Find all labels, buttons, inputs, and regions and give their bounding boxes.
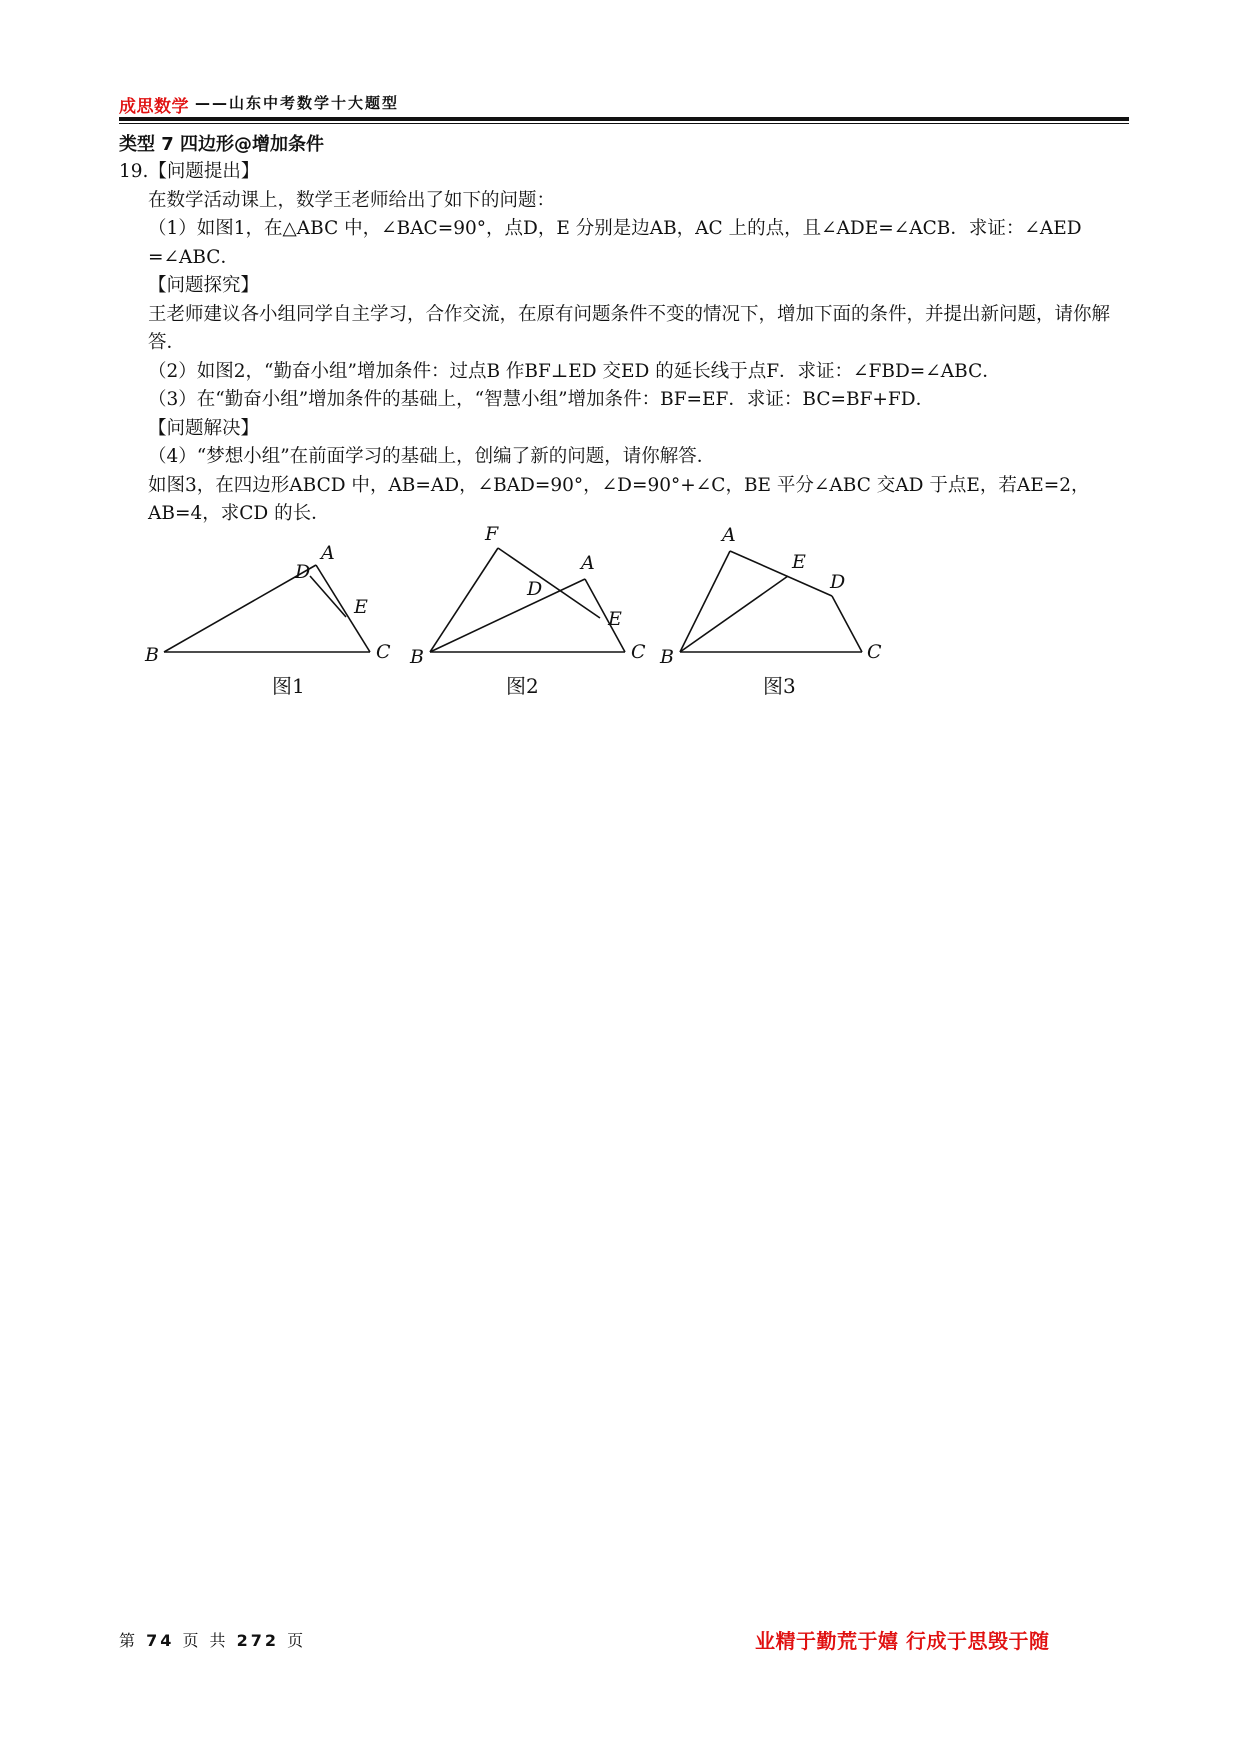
fig3-label-C: C bbox=[867, 641, 882, 663]
page-counter bbox=[119, 1628, 306, 1651]
question-3: （3）在“勤奋小组”增加条件的基础上，“智慧小组”增加条件：BF=EF．求证：BC=BF+FD． bbox=[148, 389, 935, 410]
fig1-label-E: E bbox=[354, 596, 368, 618]
page-total: 272 bbox=[236, 1631, 280, 1650]
fig3-segment-BA bbox=[680, 551, 730, 652]
page-prefix: 第 bbox=[119, 1631, 139, 1650]
page-number: 74 bbox=[146, 1631, 175, 1650]
subheading-explore: 【问题探究】 bbox=[148, 275, 260, 296]
fig1-label-C: C bbox=[376, 641, 391, 663]
fig2-label-C: C bbox=[631, 641, 646, 663]
problem-text bbox=[119, 158, 1129, 529]
fig2-label-E: E bbox=[608, 608, 622, 630]
question-1: （1）如图1，在△ABC 中，∠BAC=90°，点D，E 分别是边AB，AC 上的点，且∠ADE=∠ACB．求证：∠AED =∠ABC． bbox=[148, 218, 1082, 268]
subheading-solve: 【问题解决】 bbox=[148, 417, 260, 439]
fig1-label-D: D bbox=[295, 561, 311, 583]
fig3-segment-BE bbox=[680, 576, 788, 652]
question-4: （4）“梦想小组”在前面学习的基础上，创编了新的问题，请你解答． bbox=[148, 446, 716, 467]
fig3-segment-DC bbox=[832, 596, 862, 652]
fig2-caption: 图2 bbox=[506, 674, 539, 698]
footer-motto: 业精于勤荒于嬉 行成于思毁于随 bbox=[755, 1629, 1050, 1653]
fig3-label-D: D bbox=[830, 571, 846, 593]
fig1-caption: 图1 bbox=[272, 674, 305, 698]
explore-intro: 王老师建议各小组同学自主学习，合作交流，在原有问题条件不变的情况下，增加下面的条件，并提出新问题，请你解答． bbox=[148, 303, 1111, 353]
fig3-segment-AD bbox=[730, 551, 832, 596]
header-rule-thick bbox=[119, 117, 1129, 121]
fig1-segment-DE bbox=[310, 576, 346, 617]
fig1-label-A: A bbox=[321, 542, 335, 564]
page-mid: 页 共 bbox=[182, 1631, 229, 1650]
fig3-caption: 图3 bbox=[763, 674, 796, 698]
fig2-label-F: F bbox=[485, 525, 499, 545]
fig1-segment-BA bbox=[164, 565, 316, 652]
figure-1 bbox=[164, 565, 370, 652]
fig3-label-B: B bbox=[660, 646, 674, 668]
question-4-detail: 如图3，在四边形ABCD 中，AB=AD，∠BAD=90°，∠D=90°+∠C，BE 平分∠ABC 交AD 于点E，若AE=2，AB=4，求CD 的长． bbox=[148, 474, 1090, 524]
geometry-figures bbox=[140, 525, 920, 715]
figure-3 bbox=[680, 551, 862, 652]
header-rule-thin bbox=[119, 123, 1129, 124]
section-title: 类型 7 四边形@增加条件 bbox=[119, 134, 325, 155]
header-subtitle: ——山东中考数学十大题型 bbox=[195, 94, 400, 112]
page-header bbox=[119, 90, 1129, 130]
figures-row bbox=[140, 525, 920, 715]
problem-intro: 在数学活动课上，数学王老师给出了如下的问题： bbox=[148, 189, 556, 211]
fig3-label-E: E bbox=[792, 551, 806, 573]
question-2: （2）如图2，“勤奋小组”增加条件：过点B 作BF⊥ED 交ED 的延长线于点F．求证：∠FBD=∠ABC． bbox=[148, 360, 1001, 382]
fig2-label-D: D bbox=[527, 578, 543, 600]
fig3-label-A: A bbox=[722, 525, 736, 546]
page-suffix: 页 bbox=[287, 1631, 307, 1650]
problem-number-heading: 19.【问题提出】 bbox=[119, 161, 260, 182]
figure-2 bbox=[430, 548, 625, 652]
fig2-label-B: B bbox=[410, 646, 424, 668]
fig1-label-B: B bbox=[145, 644, 159, 666]
fig2-label-A: A bbox=[581, 552, 595, 574]
brand-logo-text: 成思数学 bbox=[119, 97, 189, 117]
